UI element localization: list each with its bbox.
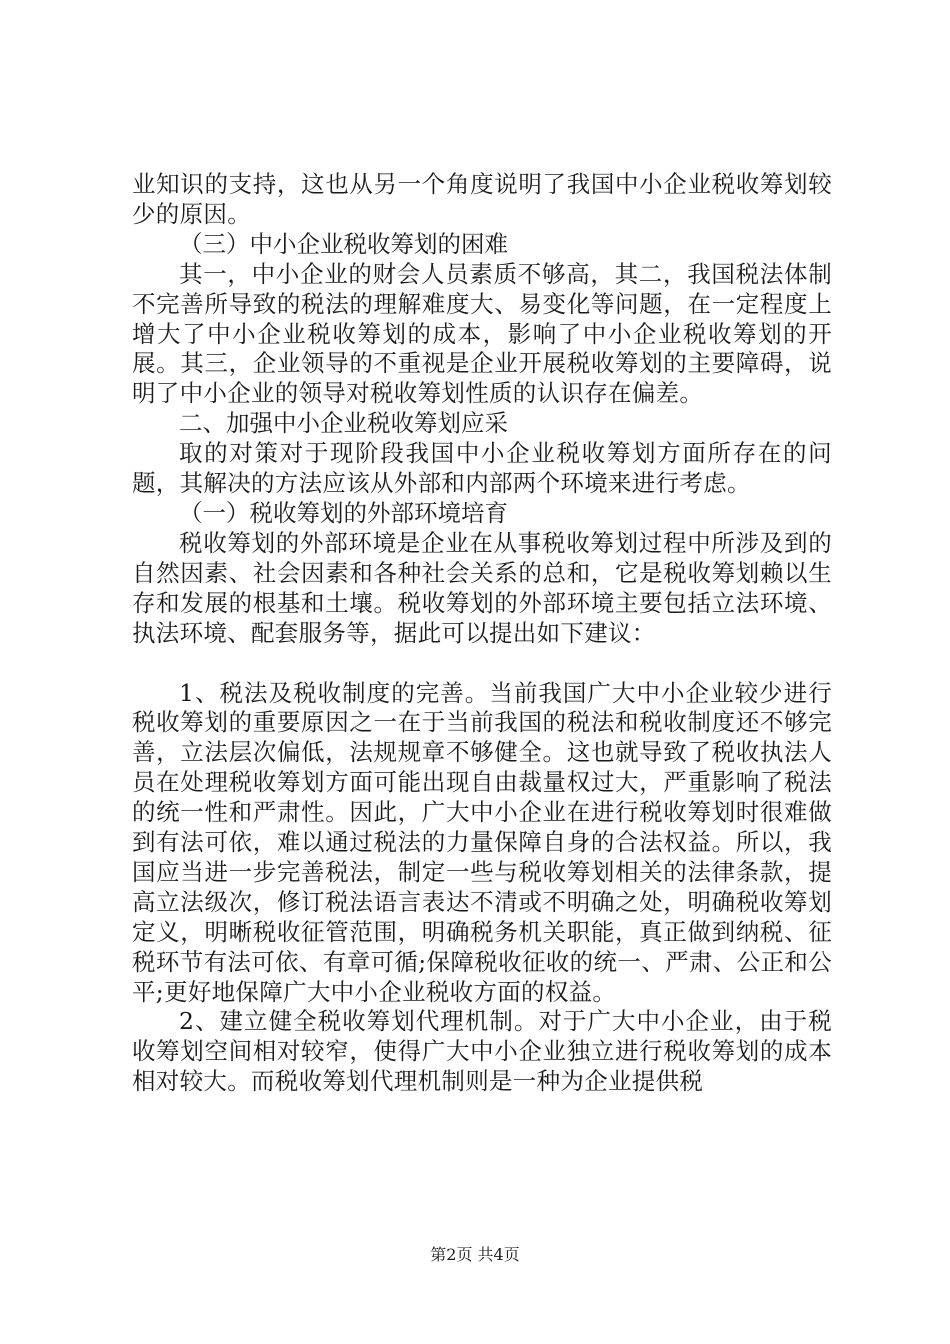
section-heading-measures: 二、加强中小企业税收筹划应采 — [179, 409, 508, 438]
paragraph-item-2: 2、建立健全税收筹划代理机制。对于广大中小企业，由于税收筹划空间相对较窄，使得广大中小企业独立进行税收筹划的成本相对较大。而税收筹划代理机制则是一种为企业提供税 — [132, 1007, 832, 1096]
paragraph-measures-intro: 取的对策对于现阶段我国中小企业税收筹划方面所存在的问题，其解决的方法应该从外部和内部两个环境来进行考虑。 — [132, 439, 832, 498]
paragraph-continuation: 业知识的支持，这也从另一个角度说明了我国中小企业税收筹划较少的原因。 — [132, 170, 832, 228]
document-body — [132, 170, 832, 1097]
paragraph-gap — [132, 649, 832, 679]
section-heading-external-environment: （一）税收筹划的外部环境培育 — [179, 498, 508, 527]
paragraph-difficulties: 其一，中小企业的财会人员素质不够高，其二，我国税法体制不完善所导致的税法的理解难度大、易变化等问题，在一定程度上增大了中小企业税收筹划的成本，影响了中小企业税收筹划的开展。其三，企业领导的不重视是企业开展税收筹划的主要障碍，说明了中小企业的领导对税收筹划性质的认识存在偏差。 — [132, 259, 832, 408]
paragraph-external-environment: 税收筹划的外部环境是企业在从事税收筹划过程中所涉及到的自然因素、社会因素和各种社会关系的总和，它是税收筹划赖以生存和发展的根基和土壤。税收筹划的外部环境主要包括立法环境、执法环境、配套服务等，据此可以提出如下建议： — [132, 528, 832, 647]
paragraph-item-1: 1、税法及税收制度的完善。当前我国广大中小企业较少进行税收筹划的重要原因之一在于当前我国的税法和税收制度还不够完善，立法层次偏低，法规规章不够健全。这也就导致了税收执法人员在处理税收筹划方面可能出现自由裁量权过大，严重影响了税法的统一性和严肃性。因此，广大中小企业在进行税收筹划时很难做到有法可依，难以通过税法的力量保障自身的合法权益。所以，我国应当进一步完善税法，制定一些与税收筹划相关的法律条款，提高立法级次，修订税法语言表达不清或不明确之处，明确税收筹划定义，明晰税收征管范围，明确税务机关职能，真正做到纳税、征税环节有法可依、有章可循;保障税收征收的统一、严肃、公正和公平;更好地保障广大中小企业税收方面的权益。 — [132, 678, 832, 1006]
section-heading-difficulties: （三）中小企业税收筹划的困难 — [179, 229, 508, 258]
page-footer: 第2页 共4页 — [430, 1245, 520, 1264]
